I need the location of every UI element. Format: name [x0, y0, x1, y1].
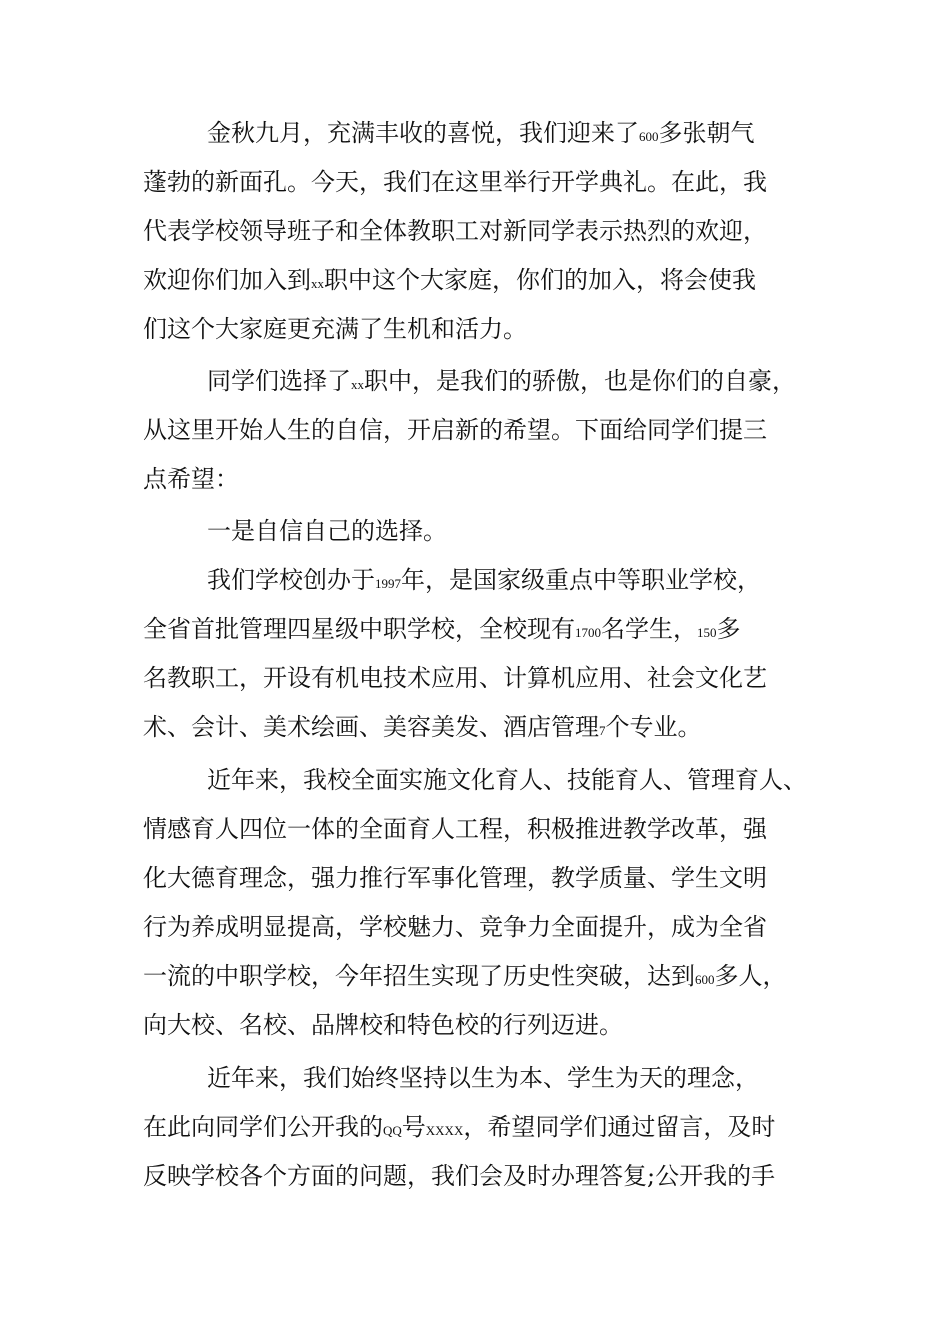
- paragraph-line: 代表学校领导班子和全体教职工对新同学表示热烈的欢迎，: [143, 217, 767, 245]
- paragraph-line: 近年来，我校全面实施文化育人、技能育人、管理育人、: [207, 766, 807, 794]
- paragraph-line: 同学们选择了xx职中，是我们的骄傲，也是你们的自豪，: [207, 367, 796, 395]
- paragraph-line: 点希望：: [143, 465, 239, 493]
- paragraph-line: 欢迎你们加入到xx职中这个大家庭，你们的加入，将会使我: [143, 266, 756, 294]
- paragraph-line: 在此向同学们公开我的QQ号XXXX，希望同学们通过留言，及时: [143, 1113, 776, 1141]
- paragraph-line: 金秋九月，充满丰收的喜悦，我们迎来了600多张朝气: [207, 119, 755, 147]
- paragraph-line: 近年来，我们始终坚持以生为本、学生为天的理念，: [207, 1064, 759, 1092]
- paragraph-line: 我们学校创办于1997年，是国家级重点中等职业学校，: [207, 566, 761, 594]
- paragraph-line: 们这个大家庭更充满了生机和活力。: [143, 315, 527, 343]
- paragraph-line: 反映学校各个方面的问题，我们会及时办理答复;公开我的手: [143, 1162, 776, 1190]
- paragraph-line: 蓬勃的新面孔。今天，我们在这里举行开学典礼。在此，我: [143, 168, 767, 196]
- paragraph-line: 情感育人四位一体的全面育人工程，积极推进教学改革，强: [143, 815, 767, 843]
- paragraph-line: 术、会计、美术绘画、美容美发、酒店管理7个专业。: [143, 713, 702, 741]
- paragraph-line: 行为养成明显提高，学校魅力、竞争力全面提升，成为全省: [143, 913, 767, 941]
- paragraph-line: 全省首批管理四星级中职学校，全校现有1700名学生，150多: [143, 615, 741, 643]
- paragraph-line: 化大德育理念，强力推行军事化管理，教学质量、学生文明: [143, 864, 767, 892]
- paragraph-line: 从这里开始人生的自信，开启新的希望。下面给同学们提三: [143, 416, 767, 444]
- paragraph-line: 向大校、名校、品牌校和特色校的行列迈进。: [143, 1011, 623, 1039]
- paragraph-line: 名教职工，开设有机电技术应用、计算机应用、社会文化艺: [143, 664, 767, 692]
- paragraph-line: 一是自信自己的选择。: [207, 517, 447, 545]
- paragraph-line: 一流的中职学校，今年招生实现了历史性突破，达到600多人，: [143, 962, 787, 990]
